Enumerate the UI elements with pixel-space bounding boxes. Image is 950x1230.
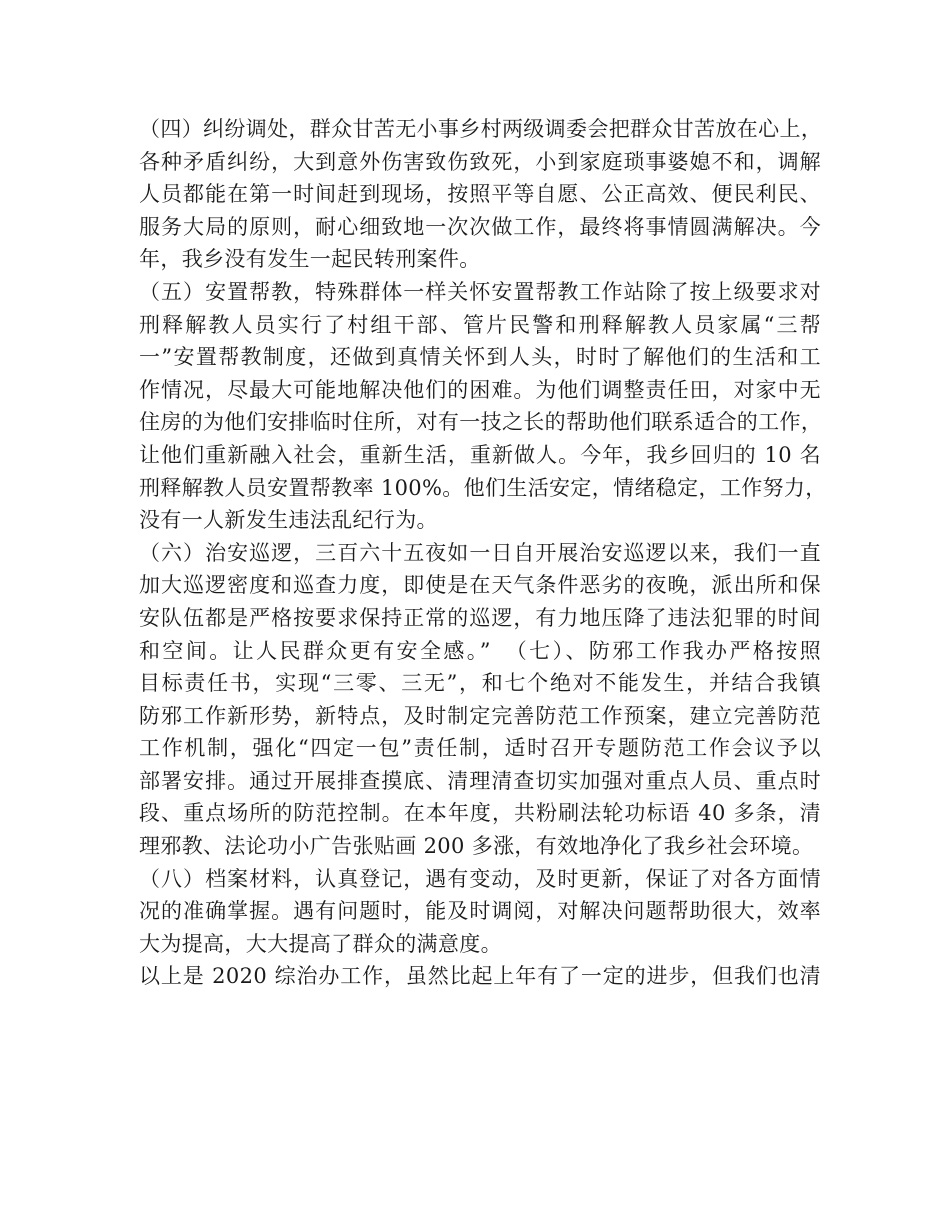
text-line: 况的准确掌握。遇有问题时，能及时调阅，对解决问题帮助很大，效率 xyxy=(139,899,821,924)
text-line: 刑释解教人员实行了村组干部、管片民警和刑释解教人员家属“三帮 xyxy=(139,312,821,337)
text-line: 理邪教、法论功小广告张贴画 200 多涨，有效地净化了我乡社会环境。 xyxy=(139,834,814,859)
text-line: （八）档案材料，认真登记，遇有变动，及时更新，保证了对各方面情 xyxy=(139,866,821,891)
text-line: 防邪工作新形势，新特点，及时制定完善防范工作预案，建立完善防范 xyxy=(139,703,821,728)
text-line: 作情况，尽最大可能地解决他们的困难。为他们调整责任田，对家中无 xyxy=(139,377,821,402)
text-line: 一”安置帮教制度，还做到真情关怀到人头，时时了解他们的生活和工 xyxy=(139,345,821,370)
text-line: 部署安排。通过开展排查摸底、清理清查切实加强对重点人员、重点时 xyxy=(139,768,821,793)
text-line: 住房的为他们安排临时住所，对有一技之长的帮助他们联系适合的工作， xyxy=(139,410,823,435)
text-line: 让他们重新融入社会，重新生活，重新做人。今年，我乡回归的 10 名 xyxy=(139,442,821,467)
text-line: 安队伍都是严格按要求保持正常的巡逻，有力地压降了违法犯罪的时间 xyxy=(139,605,821,630)
text-line: 没有一人新发生违法乱纪行为。 xyxy=(139,508,438,533)
text-line: （六）治安巡逻，三百六十五夜如一日自开展治安巡逻以来，我们一直 xyxy=(139,540,821,565)
text-line: 加大巡逻密度和巡查力度，即使是在天气条件恶劣的夜晚，派出所和保 xyxy=(139,573,821,598)
text-line: （四）纠纷调处，群众甘苦无小事乡村两级调委会把群众甘苦放在心上， xyxy=(139,117,823,141)
text-line: 以上是 2020 综治办工作，虽然比起上年有了一定的进步，但我们也清 xyxy=(139,964,821,989)
text-line: 和空间。让人民群众更有安全感。” （七）、防邪工作我办严格按照 xyxy=(139,638,821,663)
text-line: （五）安置帮教，特殊群体一样关怀安置帮教工作站除了按上级要求对 xyxy=(139,279,821,304)
text-line: 大为提高，大大提高了群众的满意度。 xyxy=(139,931,502,956)
text-line: 目标责任书，实现“三零、三无”，和七个绝对不能发生，并结合我镇 xyxy=(139,671,821,696)
text-line: 服务大局的原则，耐心细致地一次次做工作，最终将事情圆满解决。今 xyxy=(139,214,821,239)
text-line: 段、重点场所的防范控制。在本年度，共粉刷法轮功标语 40 多条，清 xyxy=(139,801,821,826)
text-line: 各种矛盾纠纷，大到意外伤害致伤致死，小到家庭琐事婆媳不和，调解 xyxy=(139,149,821,174)
body-text xyxy=(139,113,827,993)
text-line: 刑释解教人员安置帮教率 100%。他们生活安定，情绪稳定，工作努力， xyxy=(139,475,827,500)
text-line: 年，我乡没有发生一起民转刑案件。 xyxy=(139,247,481,272)
text-line: 人员都能在第一时间赶到现场，按照平等自愿、公正高效、便民利民、 xyxy=(139,182,821,207)
text-line: 工作机制，强化“四定一包”责任制，适时召开专题防范工作会议予以 xyxy=(139,736,821,761)
